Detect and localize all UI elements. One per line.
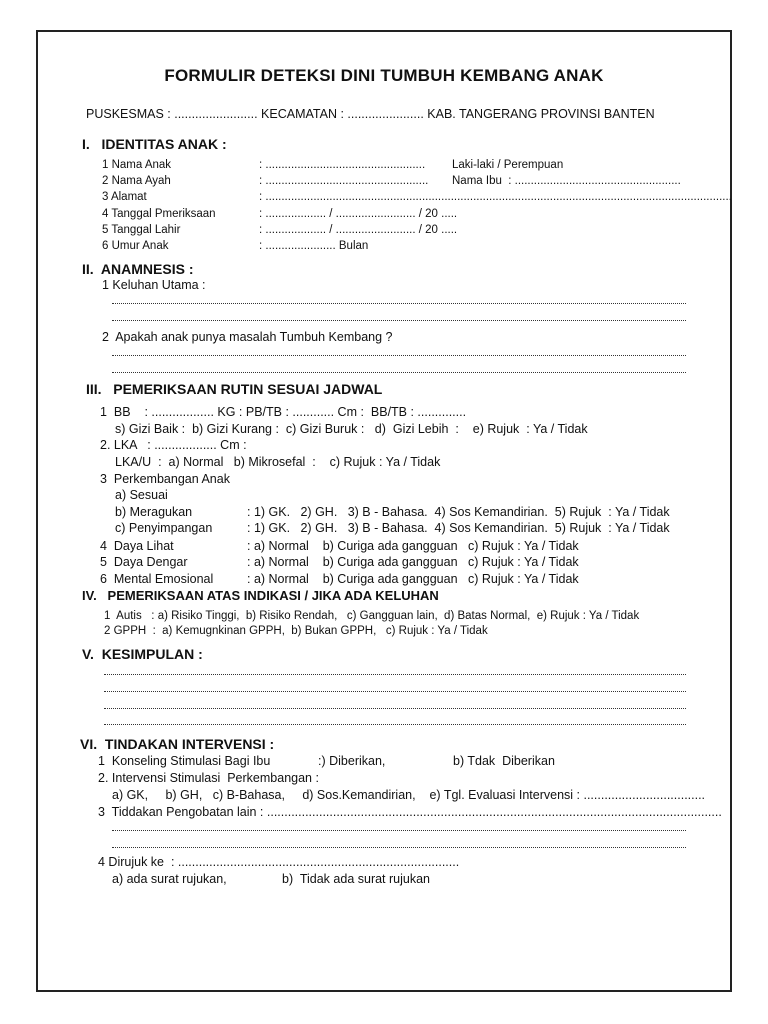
keluhan-line-1[interactable] bbox=[112, 303, 686, 304]
value-umur-anak[interactable]: : ...................... Bulan bbox=[259, 240, 369, 252]
bb-options[interactable]: s) Gizi Baik : b) Gizi Kurang : c) Gizi Buruk : d) Gizi Lebih : e) Rujuk : Ya / Tidak bbox=[115, 422, 588, 436]
masalah-tumbuh-kembang-label: 2 Apakah anak punya masalah Tumbuh Kembang ? bbox=[102, 330, 393, 344]
kesimpulan-line-1[interactable] bbox=[104, 674, 686, 675]
label-tanggal-lahir: 5 Tanggal Lahir bbox=[102, 224, 181, 236]
dirujuk-field[interactable]: 4 Dirujuk ke : ................................................................................. bbox=[98, 855, 460, 869]
section-pemeriksaan-heading: III. PEMERIKSAAN RUTIN SESUAI JADWAL bbox=[86, 381, 383, 397]
ada-surat-rujukan-option[interactable]: a) ada surat rujukan, bbox=[112, 872, 227, 886]
pengobatan-field[interactable]: 3 Tiddakan Pengobatan lain : ................................................................................................................................... bbox=[98, 805, 722, 819]
kesimpulan-line-3[interactable] bbox=[104, 708, 686, 709]
pengobatan-line-2[interactable] bbox=[112, 847, 686, 848]
mental-emosional-options[interactable]: : a) Normal b) Curiga ada gangguan c) Rujuk : Ya / Tidak bbox=[247, 572, 579, 586]
perkembangan-label: 3 Perkembangan Anak bbox=[100, 472, 230, 486]
section-indikasi-heading: IV. PEMERIKSAAN ATAS INDIKASI / JIKA ADA KELUHAN bbox=[82, 588, 439, 603]
pengobatan-line-1[interactable] bbox=[112, 830, 686, 831]
value-nama-anak[interactable]: : .................................................. bbox=[259, 159, 426, 171]
kesimpulan-line-4[interactable] bbox=[104, 724, 686, 725]
value-alamat[interactable]: : .................................................................................................................................................. bbox=[259, 191, 732, 203]
header-line: PUSKESMAS : ........................ KECAMATAN : ...................... KAB. TANGERANG PROVINSI BANTEN bbox=[86, 107, 655, 121]
konseling-label: 1 Konseling Stimulasi Bagi Ibu bbox=[98, 754, 271, 768]
section-anamnesis-heading: II. ANAMNESIS : bbox=[82, 261, 194, 277]
konseling-tidak-diberikan-option[interactable]: b) Tdak Diberikan bbox=[453, 754, 555, 768]
label-nama-anak: 1 Nama Anak bbox=[102, 159, 172, 171]
sesuai-option[interactable]: a) Sesuai bbox=[115, 488, 168, 502]
lka-row[interactable]: 2. LKA : .................. Cm : bbox=[100, 438, 247, 452]
section-tindakan-heading: VI. TINDAKAN INTERVENSI : bbox=[80, 736, 275, 752]
konseling-diberikan-option[interactable]: :) Diberikan, bbox=[318, 754, 386, 768]
label-tanggal-pemeriksaan: 4 Tanggal Pmeriksaan bbox=[102, 208, 216, 220]
bb-row[interactable]: 1 BB : .................. KG : PB/TB : ............ Cm : BB/TB : .............. bbox=[100, 405, 467, 419]
keluhan-line-2[interactable] bbox=[112, 320, 686, 321]
value-tanggal-lahir[interactable]: : ................... / ......................... / 20 ..... bbox=[259, 224, 458, 236]
label-umur-anak: 6 Umur Anak bbox=[102, 240, 169, 252]
tidak-ada-surat-rujukan-option[interactable]: b) Tidak ada surat rujukan bbox=[282, 872, 430, 886]
intervensi-label: 2. Intervensi Stimulasi Perkembangan : bbox=[98, 771, 319, 785]
kesimpulan-line-2[interactable] bbox=[104, 691, 686, 692]
penyimpangan-options[interactable]: : 1) GK. 2) GH. 3) B - Bahasa. 4) Sos Kemandirian. 5) Rujuk : Ya / Tidak bbox=[247, 521, 670, 535]
value-nama-ayah[interactable]: : ................................................... bbox=[259, 175, 429, 187]
mental-emosional-label: 6 Mental Emosional bbox=[100, 572, 214, 586]
intervensi-options[interactable]: a) GK, b) GH, c) B-Bahasa, d) Sos.Kemandirian, e) Tgl. Evaluasi Intervensi : ................................... bbox=[112, 788, 706, 802]
daya-dengar-options[interactable]: : a) Normal b) Curiga ada gangguan c) Rujuk : Ya / Tidak bbox=[247, 555, 579, 569]
daya-dengar-label: 5 Daya Dengar bbox=[100, 555, 188, 569]
section-identitas-heading: I. IDENTITAS ANAK : bbox=[82, 136, 227, 152]
daya-lihat-options[interactable]: : a) Normal b) Curiga ada gangguan c) Rujuk : Ya / Tidak bbox=[247, 539, 579, 553]
label-alamat: 3 Alamat bbox=[102, 191, 147, 203]
meragukan-options[interactable]: : 1) GK. 2) GH. 3) B - Bahasa. 4) Sos Kemandirian. 5) Rujuk : Ya / Tidak bbox=[247, 505, 670, 519]
keluhan-utama-label: 1 Keluhan Utama : bbox=[102, 278, 206, 292]
gpph-options[interactable]: 2 GPPH : a) Kemugnkinan GPPH, b) Bukan GPPH, c) Rujuk : Ya / Tidak bbox=[104, 625, 488, 637]
value-tanggal-pemeriksaan[interactable]: : ................... / ......................... / 20 ..... bbox=[259, 208, 458, 220]
label-nama-ayah: 2 Nama Ayah bbox=[102, 175, 171, 187]
section-kesimpulan-heading: V. KESIMPULAN : bbox=[82, 646, 203, 662]
autis-options[interactable]: 1 Autis : a) Risiko Tinggi, b) Risiko Rendah, c) Gangguan lain, d) Batas Normal, e) Rujuk : Ya / Tidak bbox=[104, 610, 640, 622]
nama-ibu-field[interactable]: Nama Ibu : .................................................... bbox=[452, 175, 681, 187]
masalah-line-1[interactable] bbox=[112, 355, 686, 356]
gender-options[interactable]: Laki-laki / Perempuan bbox=[452, 159, 564, 171]
form-title: FORMULIR DETEKSI DINI TUMBUH KEMBANG ANAK bbox=[164, 66, 604, 85]
masalah-line-2[interactable] bbox=[112, 372, 686, 373]
meragukan-label: b) Meragukan bbox=[115, 505, 193, 519]
penyimpangan-label: c) Penyimpangan bbox=[115, 521, 213, 535]
daya-lihat-label: 4 Daya Lihat bbox=[100, 539, 174, 553]
lka-u-options[interactable]: LKA/U : a) Normal b) Mikrosefal : c) Rujuk : Ya / Tidak bbox=[115, 455, 441, 469]
